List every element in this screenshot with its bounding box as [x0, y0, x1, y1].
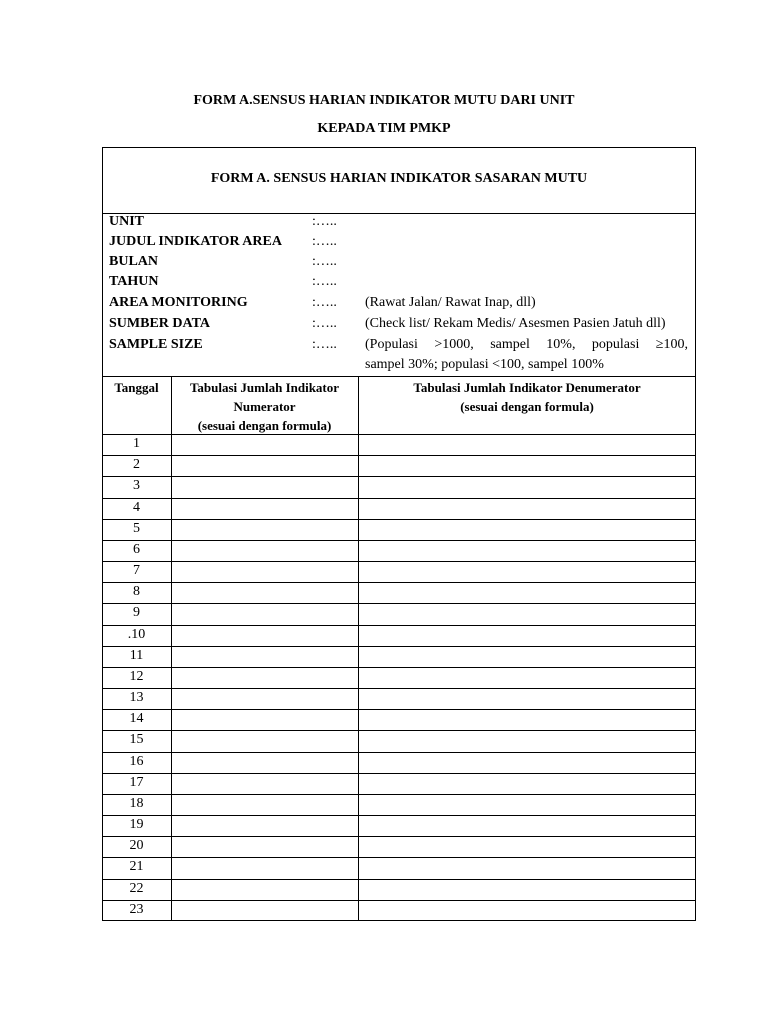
- denumerator-cell[interactable]: [359, 498, 695, 518]
- numerator-cell[interactable]: [172, 455, 357, 475]
- divider: [102, 213, 696, 214]
- row-divider: [102, 688, 696, 689]
- denumerator-cell[interactable]: [359, 582, 695, 602]
- info-label: BULAN: [109, 254, 159, 269]
- row-divider: [102, 519, 696, 520]
- row-divider: [102, 646, 696, 647]
- column-header-numerator-line1: Tabulasi Jumlah Indikator: [189, 380, 340, 395]
- row-divider: [102, 667, 696, 668]
- table-row-date: 18: [129, 795, 144, 811]
- table-row-date: 11: [129, 647, 144, 663]
- table-row-date: 20: [129, 838, 144, 854]
- column-header-numerator: [171, 378, 358, 435]
- numerator-cell[interactable]: [172, 709, 357, 729]
- info-label: UNIT: [109, 214, 145, 229]
- table-row-date: 7: [133, 563, 140, 579]
- row-divider: [102, 476, 696, 477]
- column-header-numerator-line3: (sesuai dengan formula): [197, 418, 332, 433]
- numerator-cell[interactable]: [172, 794, 357, 814]
- row-divider: [102, 857, 696, 858]
- column-header-denumerator-line1: Tabulasi Jumlah Indikator Denumerator: [413, 380, 641, 395]
- row-divider: [102, 773, 696, 774]
- table-top-divider: [102, 376, 696, 377]
- numerator-cell[interactable]: [172, 773, 357, 793]
- table-row-date: 16: [129, 753, 144, 769]
- column-header-numerator-line2: Numerator: [233, 399, 296, 414]
- numerator-cell[interactable]: [172, 730, 357, 750]
- denumerator-cell[interactable]: [359, 455, 695, 475]
- table-row-date: 13: [129, 690, 144, 706]
- denumerator-cell[interactable]: [359, 688, 695, 708]
- numerator-cell[interactable]: [172, 561, 357, 581]
- row-divider: [102, 815, 696, 816]
- denumerator-cell[interactable]: [359, 476, 695, 496]
- table-row-date: 22: [129, 880, 144, 896]
- denumerator-cell[interactable]: [359, 625, 695, 645]
- info-note: (Check list/ Rekam Medis/ Asesmen Pasien Jatuh dll): [365, 316, 666, 331]
- numerator-cell[interactable]: [172, 498, 357, 518]
- denumerator-cell[interactable]: [359, 900, 695, 920]
- numerator-cell[interactable]: [172, 519, 357, 539]
- row-divider: [102, 836, 696, 837]
- row-divider: [102, 498, 696, 499]
- row-divider: [102, 900, 696, 901]
- numerator-cell[interactable]: [172, 540, 357, 560]
- denumerator-cell[interactable]: [359, 709, 695, 729]
- denumerator-cell[interactable]: [359, 879, 695, 899]
- denumerator-cell[interactable]: [359, 773, 695, 793]
- denumerator-cell[interactable]: [359, 857, 695, 877]
- denumerator-cell[interactable]: [359, 603, 695, 623]
- info-value[interactable]: :…..: [312, 234, 337, 249]
- denumerator-cell[interactable]: [359, 540, 695, 560]
- numerator-cell[interactable]: [172, 688, 357, 708]
- denumerator-cell[interactable]: [359, 836, 695, 856]
- table-row-date: 23: [129, 901, 144, 917]
- row-divider: [102, 625, 696, 626]
- table-row-date: 8: [133, 584, 140, 600]
- row-divider: [102, 603, 696, 604]
- denumerator-cell[interactable]: [359, 794, 695, 814]
- denumerator-cell[interactable]: [359, 815, 695, 835]
- denumerator-cell[interactable]: [359, 667, 695, 687]
- info-label: TAHUN: [109, 274, 159, 289]
- info-value[interactable]: :…..: [312, 254, 337, 269]
- numerator-cell[interactable]: [172, 900, 357, 920]
- form-title: FORM A. SENSUS HARIAN INDIKATOR SASARAN MUTU: [210, 171, 588, 186]
- table-row-date: 19: [129, 817, 144, 833]
- numerator-cell[interactable]: [172, 476, 357, 496]
- denumerator-cell[interactable]: [359, 434, 695, 454]
- row-divider: [102, 730, 696, 731]
- denumerator-cell[interactable]: [359, 752, 695, 772]
- sample-size-note-line2: sampel 30%; populasi <100, sampel 100%: [365, 357, 604, 372]
- denumerator-cell[interactable]: [359, 730, 695, 750]
- row-divider: [102, 582, 696, 583]
- row-divider: [102, 752, 696, 753]
- table-row-date: 12: [129, 668, 144, 684]
- numerator-cell[interactable]: [172, 625, 357, 645]
- row-divider: [102, 709, 696, 710]
- row-divider: [102, 794, 696, 795]
- info-note: (Rawat Jalan/ Rawat Inap, dll): [365, 295, 536, 310]
- document-title: FORM A.SENSUS HARIAN INDIKATOR MUTU DARI UNIT: [193, 93, 575, 108]
- numerator-cell[interactable]: [172, 603, 357, 623]
- denumerator-cell[interactable]: [359, 519, 695, 539]
- numerator-cell[interactable]: [172, 836, 357, 856]
- numerator-cell[interactable]: [172, 857, 357, 877]
- row-divider: [102, 879, 696, 880]
- table-row-date: 15: [129, 732, 144, 748]
- table-row-date: 2: [133, 457, 140, 473]
- numerator-cell[interactable]: [172, 434, 357, 454]
- info-label: AREA MONITORING: [109, 295, 248, 310]
- table-row-date: 4: [133, 499, 140, 515]
- table-row-date: 17: [129, 774, 144, 790]
- table-row-date: 14: [129, 711, 144, 727]
- column-header-denumerator: [358, 378, 696, 416]
- info-label: JUDUL INDIKATOR AREA: [109, 234, 282, 249]
- column-header-tanggal: Tanggal: [114, 380, 159, 395]
- table-row-date: 21: [129, 859, 144, 875]
- table-row-date: 1: [133, 436, 140, 451]
- info-value[interactable]: :…..: [312, 274, 337, 289]
- row-divider: [102, 561, 696, 562]
- row-divider: [102, 540, 696, 541]
- info-value[interactable]: :…..: [312, 337, 337, 352]
- numerator-cell[interactable]: [172, 667, 357, 687]
- info-value[interactable]: :…..: [312, 295, 337, 310]
- numerator-cell[interactable]: [172, 752, 357, 772]
- numerator-cell[interactable]: [172, 646, 357, 666]
- table-row-date: 6: [133, 541, 140, 557]
- row-divider: [102, 455, 696, 456]
- info-value[interactable]: :…..: [312, 214, 337, 229]
- table-row-date: 5: [133, 520, 140, 536]
- sample-size-note-line1: (Populasi >1000, sampel 10%, populasi ≥100,: [365, 337, 688, 352]
- numerator-cell[interactable]: [172, 582, 357, 602]
- table-row-date: 3: [133, 478, 140, 494]
- info-value[interactable]: :…..: [312, 316, 337, 331]
- numerator-cell[interactable]: [172, 879, 357, 899]
- info-label: SUMBER DATA: [109, 316, 210, 331]
- document-subtitle: KEPADA TIM PMKP: [317, 121, 451, 136]
- info-label: SAMPLE SIZE: [109, 337, 203, 352]
- denumerator-cell[interactable]: [359, 646, 695, 666]
- table-row-date: 9: [133, 605, 140, 621]
- numerator-cell[interactable]: [172, 815, 357, 835]
- table-row-date: .10: [127, 626, 146, 642]
- column-header-denumerator-line2: (sesuai dengan formula): [460, 399, 594, 414]
- denumerator-cell[interactable]: [359, 561, 695, 581]
